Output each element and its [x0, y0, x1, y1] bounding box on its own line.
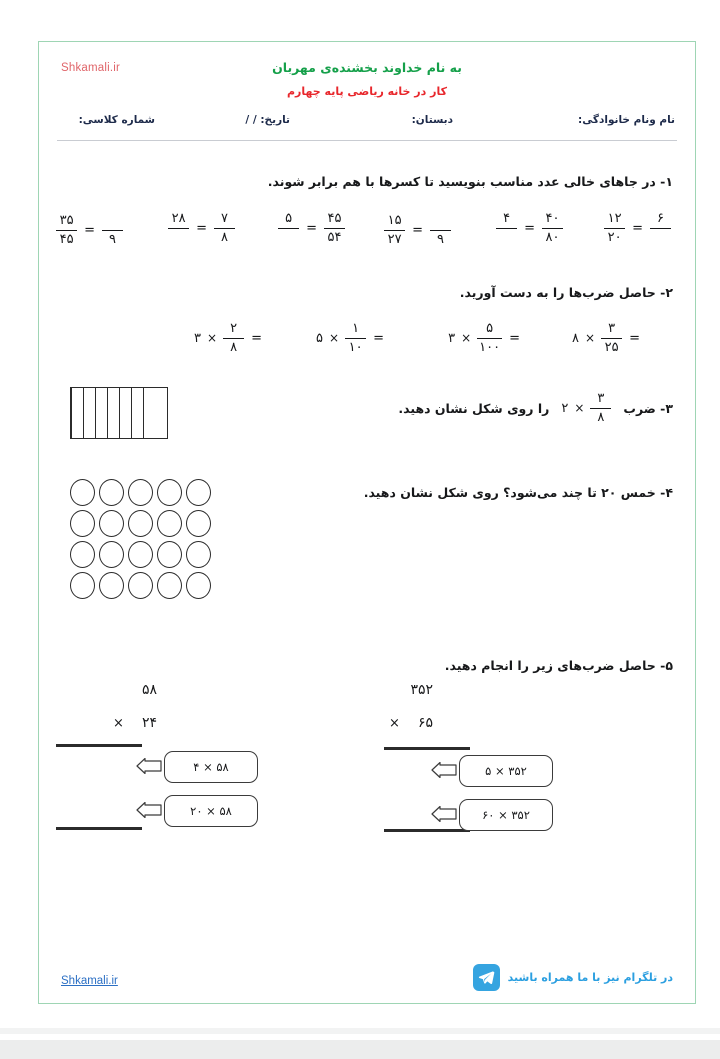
strip-cell[interactable]	[83, 388, 95, 438]
q2-equation-3	[446, 322, 525, 355]
strip-cell[interactable]	[131, 388, 143, 438]
brand-watermark-top: Shkamali.ir	[61, 62, 121, 74]
q5-problem-2	[29, 682, 189, 731]
numerator: ۳۵	[59, 213, 74, 229]
denominator: ۱۰	[348, 340, 363, 356]
question-4-circles-figure[interactable]	[68, 479, 211, 600]
q5-problem-2-rule-top	[56, 744, 142, 747]
circle-item[interactable]	[99, 479, 124, 506]
student-info-row	[59, 114, 675, 134]
q1-fraction-2-left	[496, 212, 517, 245]
q3-expression	[559, 392, 613, 425]
fraction-bar	[102, 230, 123, 231]
circle-item[interactable]	[128, 541, 153, 568]
q1-fraction-1-right	[650, 212, 671, 245]
q1-equation-6	[54, 214, 125, 247]
denominator: ۸	[597, 410, 605, 426]
fraction-bar	[542, 228, 563, 229]
numerator: ۱۵	[387, 213, 402, 229]
equals-sign: =	[524, 221, 535, 237]
circle-item[interactable]	[99, 541, 124, 568]
denominator: ۲۰	[607, 230, 622, 246]
footer-brand-link[interactable]: Shkamali.ir	[61, 975, 118, 987]
q5-problem-1-rule-top	[384, 747, 470, 750]
denominator: ۲۵	[604, 340, 619, 356]
denominator-blank	[496, 231, 517, 245]
strip-cell[interactable]	[119, 388, 131, 438]
callout-arrow-icon	[431, 806, 457, 822]
fraction-bar	[604, 228, 625, 229]
q5-problem-2-callout-1: ۴ × ۵۸	[164, 751, 258, 783]
denominator-blank	[168, 231, 189, 245]
equals-sign: =	[84, 223, 95, 239]
fraction-bar	[168, 228, 189, 229]
field-label-name: نام ونام خانوادگی:	[578, 114, 675, 126]
denominator: ۹	[437, 232, 444, 248]
question-3-prompt-after: را روی شکل نشان دهید.	[398, 400, 550, 416]
fraction-bar	[601, 338, 622, 339]
circle-item[interactable]	[128, 572, 153, 599]
denominator-blank	[650, 231, 671, 245]
question-5-prompt: ۵- حاصل ضرب‌های زیر را انجام دهید.	[444, 658, 673, 673]
fraction-bar	[56, 230, 77, 231]
q5-problem-1-callout-2: ۶۰ × ۳۵۲	[459, 799, 553, 831]
denominator: ۸	[221, 230, 228, 246]
callout-arrow-icon	[431, 762, 457, 778]
strip-cell[interactable]	[155, 388, 167, 438]
strip-cell[interactable]	[143, 388, 155, 438]
numerator: ۲	[230, 321, 238, 336]
field-label-school: دبستان:	[411, 114, 453, 126]
q2-fraction-2	[345, 322, 366, 355]
question-2-prompt: ۲- حاصل ضرب‌ها را به دست آورید.	[459, 285, 673, 300]
circle-item[interactable]	[157, 479, 182, 506]
q2-equation-2	[314, 322, 389, 355]
times-sign: ×	[461, 331, 472, 346]
q2-equation-4	[570, 322, 645, 355]
circle-item[interactable]	[186, 479, 211, 506]
denominator: ۲۷	[387, 232, 402, 248]
fraction-bar	[384, 230, 405, 231]
q5-problem-2-multiplier-row	[29, 715, 189, 731]
q1-fraction-4-right	[324, 212, 345, 245]
numerator: ۱۲	[607, 211, 622, 227]
q5-problem-1-callout-1: ۵ × ۳۵۲	[459, 755, 553, 787]
q2-equation-1	[192, 322, 267, 355]
circle-item[interactable]	[70, 572, 95, 599]
equals-sign: =	[306, 221, 317, 237]
times-sign: ×	[389, 716, 400, 731]
times-sign: ×	[574, 401, 585, 416]
q1-equation-5	[166, 212, 237, 245]
circle-item[interactable]	[186, 510, 211, 537]
numerator: ۵	[486, 321, 494, 336]
times-sign: ×	[113, 716, 124, 731]
viewer-bottom-shade	[0, 1028, 720, 1034]
question-4-prompt: ۴- خمس ۲۰ تا چند می‌شود؟ روی شکل نشان دهید.	[363, 485, 673, 500]
q1-fraction-3-left	[384, 214, 405, 247]
denominator: ۱۰۰	[479, 340, 501, 356]
footer-telegram-group[interactable]	[473, 964, 673, 991]
q1-fraction-3-right	[430, 214, 451, 247]
numerator: ۶	[657, 211, 664, 226]
circle-item[interactable]	[157, 510, 182, 537]
denominator: ۸	[230, 340, 238, 356]
q2-whole-2: ۵	[316, 330, 324, 346]
fraction-bar	[345, 338, 366, 339]
denominator: ۹	[109, 232, 116, 248]
q2-whole-4: ۸	[572, 330, 580, 346]
question-1-prompt: ۱- در جاهای خالی عدد مناسب بنویسید تا کسرها با هم برابر شوند.	[267, 174, 673, 189]
q3-whole: ۲	[561, 400, 569, 416]
q1-equation-1	[602, 212, 673, 245]
q1-fraction-5-left	[168, 212, 189, 245]
q1-fraction-5-right	[214, 212, 235, 245]
denominator: ۴۵	[59, 232, 74, 248]
equals-sign: =	[629, 330, 640, 346]
footer-telegram-text: در تلگرام نیز با ما همراه باشید	[507, 971, 673, 984]
equals-sign: =	[412, 223, 423, 239]
denominator-blank	[278, 231, 299, 245]
fraction-bar	[223, 338, 244, 339]
numerator-blank	[430, 214, 451, 228]
q5-problem-1-multiplicand: ۳۵۲	[410, 682, 433, 698]
q2-fraction-1	[223, 322, 244, 355]
circle-item[interactable]	[157, 541, 182, 568]
circle-item[interactable]	[128, 479, 153, 506]
circle-item[interactable]	[99, 510, 124, 537]
times-sign: ×	[329, 331, 340, 346]
q1-fraction-4-left	[278, 212, 299, 245]
q5-problem-1-multiplier-row	[305, 715, 465, 731]
fraction-bar	[324, 228, 345, 229]
header-divider	[57, 140, 677, 141]
question-1-equations	[39, 208, 695, 260]
q1-equation-4	[276, 212, 347, 245]
field-label-date: تاریخ: / /	[245, 114, 290, 126]
circle-item[interactable]	[70, 479, 95, 506]
numerator: ۳	[608, 321, 616, 336]
fraction-bar	[214, 228, 235, 229]
q1-fraction-6-right	[102, 214, 123, 247]
q5-problem-2-callout-2: ۲۰ × ۵۸	[164, 795, 258, 827]
numerator: ۵	[285, 211, 293, 226]
field-label-class-number: شماره کلاسی:	[78, 114, 155, 126]
equals-sign: =	[632, 221, 643, 237]
fraction-bar	[650, 228, 671, 229]
question-3-prompt-before: ۳- ضرب	[623, 400, 673, 416]
strip-cell[interactable]	[71, 388, 83, 438]
circle-item[interactable]	[128, 510, 153, 537]
circle-item[interactable]	[186, 572, 211, 599]
numerator: ۴	[503, 211, 511, 226]
q2-whole-3: ۳	[448, 330, 456, 346]
fraction-bar	[430, 230, 451, 231]
numerator: ۷	[221, 211, 228, 227]
q5-problem-2-multiplier: ۲۴	[141, 715, 157, 731]
denominator: ۵۴	[327, 230, 342, 246]
q5-problem-2-multiplicand: ۵۸	[141, 682, 157, 698]
q1-fraction-6-left	[56, 214, 77, 247]
numerator: ۱	[352, 321, 360, 336]
equals-sign: =	[251, 330, 262, 346]
telegram-icon[interactable]	[473, 964, 500, 991]
circle-item[interactable]	[70, 510, 95, 537]
numerator: ۲۸	[171, 211, 186, 226]
fraction-bar	[477, 338, 502, 339]
denominator: ۸۰	[545, 230, 560, 246]
q5-problem-2-rule-bottom	[56, 827, 142, 830]
equals-sign: =	[509, 330, 520, 346]
numerator: ۴۵	[327, 211, 342, 227]
strip-cell[interactable]	[95, 388, 107, 438]
q2-whole-1: ۳	[194, 330, 202, 346]
q2-fraction-4	[601, 322, 622, 355]
times-sign: ×	[207, 331, 218, 346]
circle-item[interactable]	[99, 572, 124, 599]
question-2-equations	[39, 318, 695, 370]
viewer-bottom-bar	[0, 1040, 720, 1059]
question-3-prompt	[398, 392, 673, 425]
worksheet-sheet	[38, 41, 696, 1004]
numerator: ۴۰	[545, 211, 560, 227]
q1-equation-2	[494, 212, 565, 245]
q2-fraction-3	[477, 322, 502, 355]
strip-cell[interactable]	[107, 388, 119, 438]
q1-equation-3	[382, 214, 453, 247]
times-sign: ×	[585, 331, 596, 346]
q5-problem-1-multiplier: ۶۵	[417, 715, 433, 731]
q3-fraction	[590, 392, 611, 425]
fraction-bar	[278, 228, 299, 229]
fraction-bar	[590, 408, 611, 409]
q5-problem-1	[305, 682, 465, 731]
bismillah-line: به نام خداوند بخشنده‌ی مهربان	[272, 60, 462, 75]
circle-item[interactable]	[186, 541, 211, 568]
q5-problem-1-rule-bottom	[384, 829, 470, 832]
callout-arrow-icon	[136, 758, 162, 774]
question-3-strip-figure[interactable]	[70, 387, 168, 439]
fraction-bar	[496, 228, 517, 229]
worksheet-subtitle: کار در خانه ریاضی پایه چهارم	[287, 85, 447, 98]
numerator: ۳	[597, 391, 605, 406]
equals-sign: =	[196, 221, 207, 237]
q1-fraction-2-right	[542, 212, 563, 245]
callout-arrow-icon	[136, 802, 162, 818]
equals-sign: =	[373, 330, 384, 346]
numerator-blank	[102, 214, 123, 228]
circle-item[interactable]	[70, 541, 95, 568]
q1-fraction-1-left	[604, 212, 625, 245]
circle-item[interactable]	[157, 572, 182, 599]
